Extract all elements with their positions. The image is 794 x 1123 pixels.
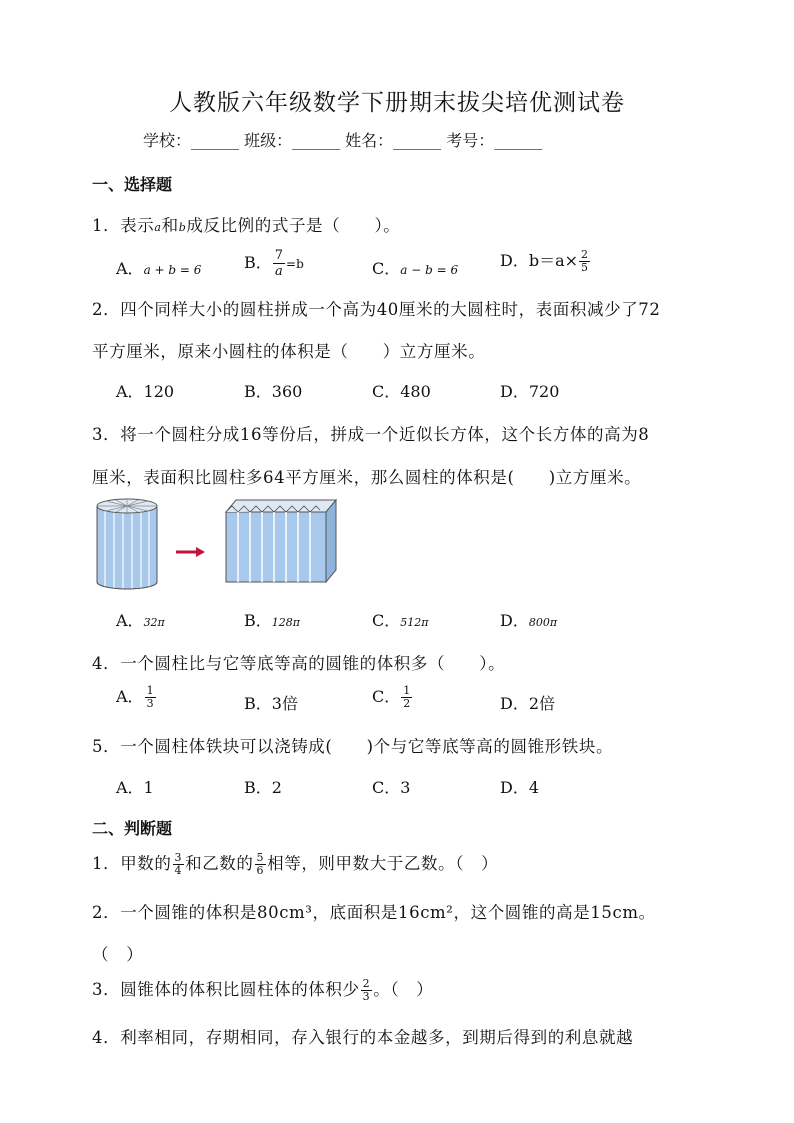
question-4-stem: 4．一个圆柱比与它等底等高的圆锥的体积多（ ）。 <box>92 654 506 673</box>
q2-option-c[interactable]: C．480 <box>372 382 431 401</box>
judge-2-answer-bracket: （ ） <box>92 945 144 964</box>
j1-fraction-1: $\frac{3}{4}$ <box>174 851 183 877</box>
q4-option-c[interactable]: C． $\frac{1}{2}$ <box>372 684 411 710</box>
q1-option-a[interactable]: A．a + b = 6 <box>116 259 202 278</box>
q2-option-d[interactable]: D．720 <box>500 382 560 401</box>
transform-arrow-icon <box>176 547 205 557</box>
q3-option-d[interactable]: D．800π <box>500 611 558 630</box>
question-2-line-2: 平方厘米，原来小圆柱的体积是（ ）立方厘米。 <box>92 342 486 361</box>
judge-1: 1．甲数的 $\frac{3}{4}$ 和乙数的 $\frac{5}{6}$ 相等，则甲数大于乙数。（ ） <box>92 851 499 877</box>
q1-option-b-fraction: $\frac{7}{a}$ <box>274 248 284 279</box>
q5-option-a[interactable]: A．1 <box>116 778 154 797</box>
question-2-line-1: 2．四个同样大小的圆柱拼成一个高为40厘米的大圆柱时，表面积减少了72 <box>92 300 661 319</box>
q1-mid: 和 <box>161 216 179 235</box>
j3-fraction: $\frac{2}{3}$ <box>362 977 371 1003</box>
q5-option-c[interactable]: C．3 <box>372 778 411 797</box>
q1-var-a: a <box>154 221 162 234</box>
judge-2-line-1: 2．一个圆锥的体积是80cm³，底面积是16cm²，这个圆锥的高是15cm。 <box>92 903 656 922</box>
judge-4-line-1: 4．利率相同，存期相同，存入银行的本金越多，到期后得到的利息就越 <box>92 1028 634 1047</box>
q1-option-d[interactable]: D．b＝a× $\frac{2}{5}$ <box>500 248 589 274</box>
q3-option-c[interactable]: C．512π <box>372 611 429 630</box>
q4-option-c-fraction: $\frac{1}{2}$ <box>403 684 411 710</box>
q5-option-b[interactable]: B．2 <box>244 778 282 797</box>
student-info-line: 学校：______ 班级：______ 姓名：______ 考号：______ <box>143 131 543 150</box>
q1-post: 成反比例的式子是（ ）。 <box>186 216 401 235</box>
question-5-stem: 5．一个圆柱体铁块可以浇铸成( )个与它等底等高的圆锥形铁块。 <box>92 737 614 756</box>
q3-option-c-value: 512π <box>400 616 429 629</box>
judge-3: 3．圆锥体的体积比圆柱体的体积少 $\frac{2}{3}$ 。（ ） <box>92 977 434 1003</box>
section-heading-choice: 一、选择题 <box>92 175 173 194</box>
question-3-line-1: 3．将一个圆柱分成16等份后，拼成一个近似长方体，这个长方体的高为8 <box>92 425 650 444</box>
cylinder-to-cuboid-figure <box>92 492 338 594</box>
q1-option-d-fraction: $\frac{2}{5}$ <box>581 248 589 274</box>
q2-option-a[interactable]: A．120 <box>116 382 175 401</box>
page-title: 人教版六年级数学下册期末拔尖培优测试卷 <box>169 90 625 116</box>
q4-option-d[interactable]: D．2倍 <box>500 694 556 713</box>
q1-var-b: b <box>178 221 187 234</box>
q5-option-d[interactable]: D．4 <box>500 778 540 797</box>
cylinder-image <box>97 499 157 589</box>
q1-option-c-expr: a − b = 6 <box>400 263 459 277</box>
question-3-line-2: 厘米，表面积比圆柱多64平方厘米，那么圆柱的体积是( )立方厘米。 <box>92 468 642 487</box>
q1-option-b[interactable]: B． $\frac{7}{a}$ =b <box>244 248 304 279</box>
j1-fraction-2: $\frac{5}{6}$ <box>256 851 265 877</box>
q1-pre: 1．表示 <box>92 216 155 235</box>
q1-option-a-expr: a + b = 6 <box>143 263 202 277</box>
q3-option-a-value: 32π <box>143 616 165 629</box>
q3-option-b[interactable]: B．128π <box>244 611 300 630</box>
question-1-stem <box>92 212 400 236</box>
q3-option-d-value: 800π <box>528 616 558 629</box>
q3-option-a[interactable]: A．32π <box>116 611 165 630</box>
cuboid-image <box>226 500 336 582</box>
q4-option-a-fraction: $\frac{1}{3}$ <box>146 684 154 710</box>
q1-option-c[interactable]: C．a − b = 6 <box>372 259 459 278</box>
q4-option-a[interactable]: A． $\frac{1}{3}$ <box>116 684 154 710</box>
q3-option-b-value: 128π <box>271 616 300 629</box>
q2-option-b[interactable]: B．360 <box>244 382 303 401</box>
section-heading-judge: 二、判断题 <box>92 819 173 838</box>
q4-option-b[interactable]: B．3倍 <box>244 694 298 713</box>
